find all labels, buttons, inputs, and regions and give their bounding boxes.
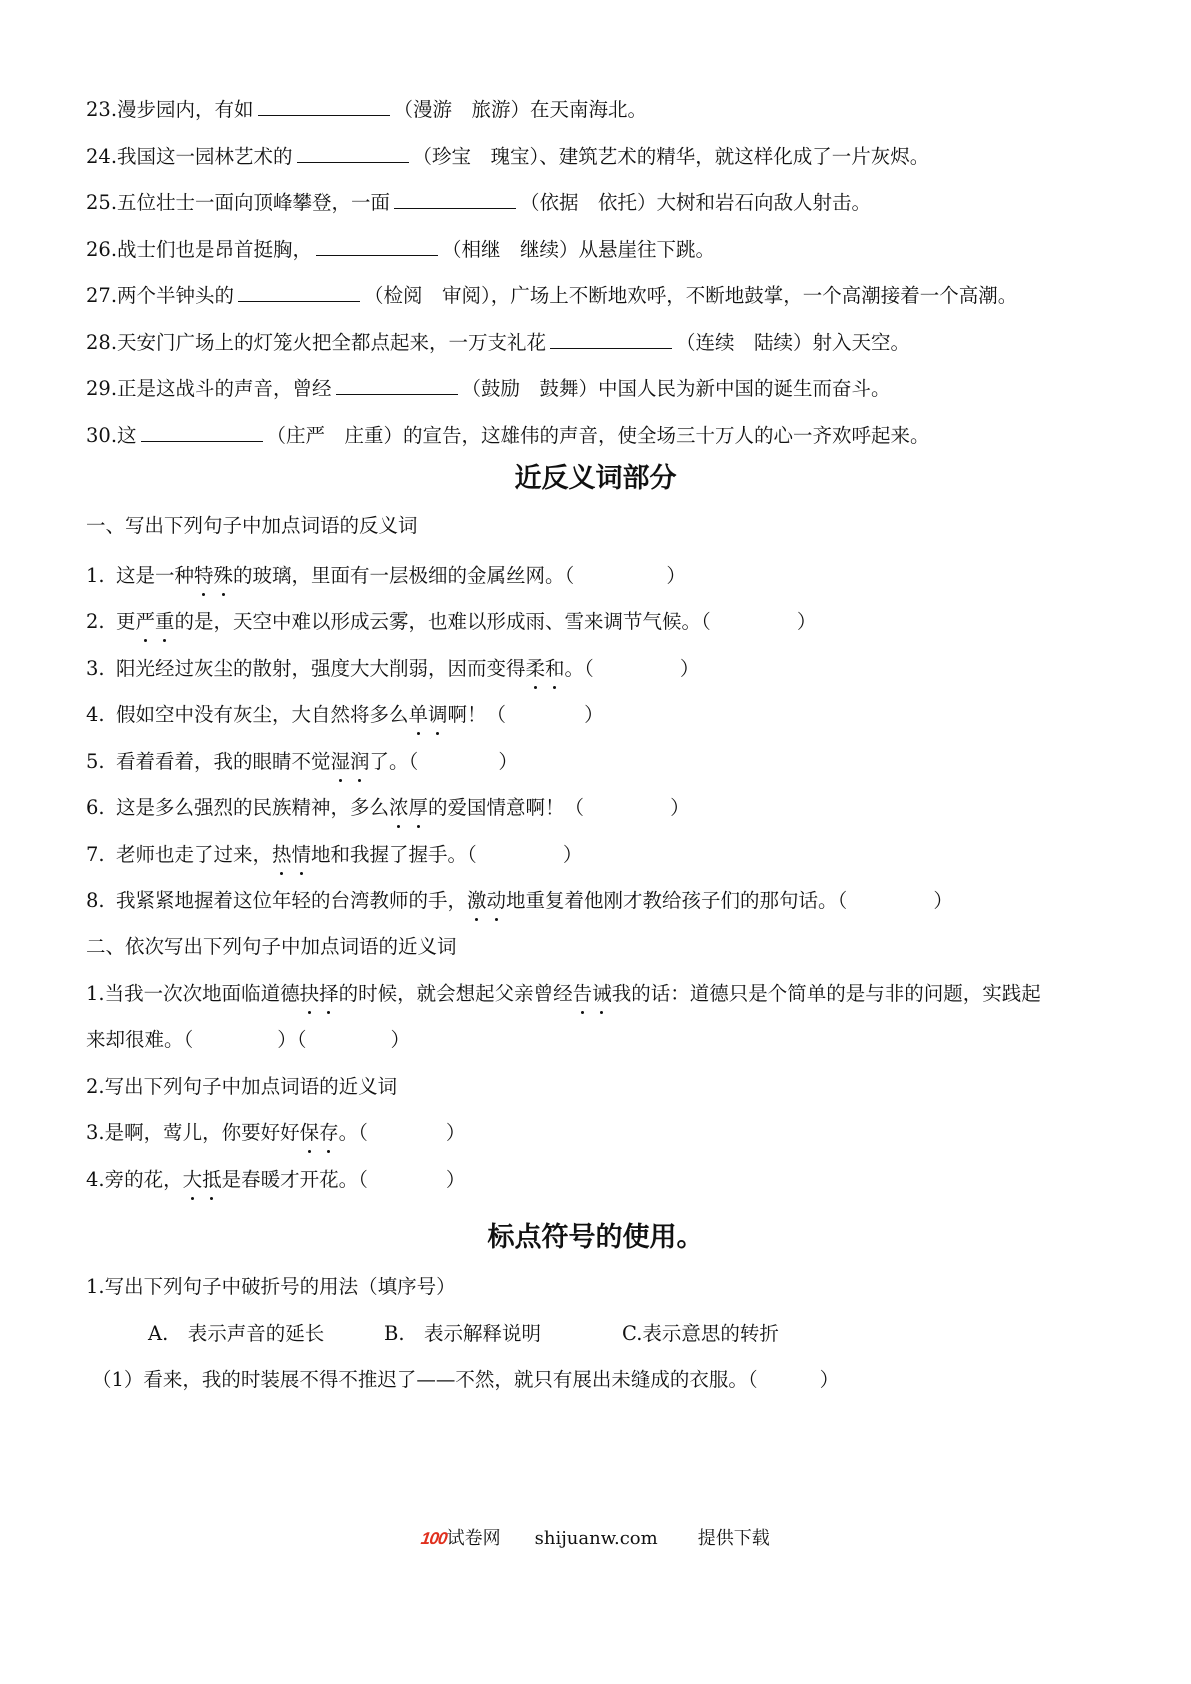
text: 1.当我一次次地面临道德 — [86, 982, 300, 1005]
answer-blank[interactable] — [238, 283, 360, 302]
question-text: 。（ — [564, 657, 594, 680]
emphasis-char: 抵 — [202, 1166, 222, 1194]
text: 是春暖才开花。（ — [221, 1168, 368, 1191]
text: 3.是啊，莺儿，你要好好 — [86, 1121, 300, 1144]
emphasis-char: 热 — [272, 841, 292, 869]
emphasis-char: 择 — [319, 980, 339, 1008]
antonym-item — [86, 794, 1131, 822]
word-options: （连续 陆续） — [676, 331, 813, 354]
emphasis-char: 特 — [194, 562, 214, 590]
dotted-word — [300, 1121, 339, 1144]
word-options: （鼓励 鼓舞） — [461, 377, 599, 400]
fill-in-item — [86, 329, 1131, 357]
question-text: ） — [562, 843, 583, 866]
word-options: （检阅 审阅） — [364, 284, 491, 307]
text: 我的话：道德只是个简单的是与非的问题，实践起 — [611, 982, 1041, 1005]
option-c: C.表示意思的转折 — [622, 1322, 779, 1345]
question-text: ） — [933, 889, 953, 912]
part1-heading: 一、写出下列句子中加点词语的反义词 — [86, 514, 418, 537]
section-title-synonyms-antonyms: 近反义词部分 — [514, 463, 677, 494]
word-options: （依据 依托） — [520, 191, 657, 214]
emphasis-char: 情 — [292, 841, 312, 869]
text: 4.旁的花， — [86, 1168, 183, 1191]
text: ） — [445, 1168, 466, 1191]
question-text: 25.五位壮士一面向顶峰攀登，一面 — [86, 191, 391, 214]
question-text: 更 — [116, 610, 136, 633]
answer-blank[interactable] — [394, 190, 516, 209]
word-options: （庄严 庄重） — [266, 424, 404, 447]
fill-in-item — [86, 96, 1131, 124]
emphasis-char: 浓 — [389, 794, 409, 822]
synonym-item-4 — [86, 1166, 1131, 1194]
text: 来却很难。（ — [86, 1028, 194, 1051]
dotted-word — [300, 982, 339, 1005]
question-text: 大树和岩石向敌人射击。 — [656, 191, 872, 214]
question-text: 30.这 — [86, 424, 137, 447]
item-number: 6. — [86, 796, 105, 819]
question-text: 从悬崖往下跳。 — [578, 238, 716, 261]
item-number: 3. — [86, 657, 105, 680]
synonym-item-1-answers — [86, 1026, 1131, 1054]
question-text: 中国人民为新中国的诞生而奋斗。 — [598, 377, 891, 400]
question-text: 的玻璃，里面有一层极细的金属丝网。（ — [233, 564, 575, 587]
question-text: 这是多么强烈的民族精神，多么 — [116, 796, 390, 819]
antonym-item — [86, 701, 1131, 729]
question-text: ） — [796, 610, 817, 633]
dotted-word — [331, 750, 370, 773]
option-b: B. 表示解释说明 — [384, 1322, 542, 1345]
punctuation-options — [148, 1320, 779, 1348]
question-text: 射入天空。 — [812, 331, 911, 354]
synonym-item-3 — [86, 1119, 1131, 1147]
antonym-item — [86, 562, 1131, 590]
emphasis-char: 和 — [545, 655, 565, 683]
text: 的时候，就会想起父亲曾经 — [338, 982, 573, 1005]
question-text: 26.战士们也是昂首挺胸， — [86, 238, 313, 261]
emphasis-char: 润 — [350, 748, 370, 776]
footer — [0, 1527, 1191, 1551]
dotted-word — [389, 796, 428, 819]
section-title-punctuation: 标点符号的使用。 — [487, 1222, 704, 1253]
answer-blank[interactable] — [336, 376, 458, 395]
question-text: 老师也走了过来， — [116, 843, 273, 866]
emphasis-char: 殊 — [214, 562, 234, 590]
dotted-word — [272, 843, 311, 866]
question-text: 24.我国这一园林艺术的 — [86, 145, 293, 168]
question-text: 的宣告，这雄伟的声音，使全场三十万人的心一齐欢呼起来。 — [403, 424, 930, 447]
question-text: 29.正是这战斗的声音，曾经 — [86, 377, 332, 400]
emphasis-char: 严 — [136, 608, 156, 636]
emphasis-char: 调 — [428, 701, 448, 729]
question-text: 啊！（ — [447, 703, 507, 726]
emphasis-char: 湿 — [331, 748, 351, 776]
text: ） — [445, 1121, 466, 1144]
word-options: （相继 继续） — [442, 238, 579, 261]
fill-in-item — [86, 236, 1131, 264]
answer-blank[interactable] — [297, 144, 409, 163]
emphasis-char: 柔 — [526, 655, 546, 683]
item-number: 7. — [86, 843, 105, 866]
emphasis-char: 告 — [573, 980, 593, 1008]
emphasis-char: 抉 — [300, 980, 320, 1008]
part2-heading: 二、依次写出下列句子中加点词语的近义词 — [86, 935, 457, 958]
text: 。（ — [338, 1121, 368, 1144]
emphasis-char: 激 — [467, 887, 487, 915]
antonym-item — [86, 841, 1131, 869]
text: （1）看来，我的时装展不得不推迟了——不然，就只有展出未缝成的衣服。（ — [92, 1368, 758, 1391]
question-text: 在天南海北。 — [530, 98, 648, 121]
question-text: ，广场上不断地欢呼，不断地鼓掌，一个高潮接着一个高潮。 — [490, 284, 1018, 307]
question-text: ） — [670, 796, 690, 819]
antonym-item — [86, 887, 1131, 915]
download-note: 提供下载 — [697, 1528, 770, 1549]
item-number: 2. — [86, 610, 105, 633]
emphasis-char: 单 — [409, 701, 429, 729]
emphasis-char: 重 — [155, 608, 175, 636]
question-text: 看着看着，我的眼睛不觉 — [116, 750, 331, 773]
dotted-word — [183, 1168, 222, 1191]
question-text: 假如空中没有灰尘，大自然将多么 — [116, 703, 409, 726]
item-number: 8. — [86, 889, 105, 912]
option-a: A. 表示声音的延长 — [148, 1322, 325, 1345]
word-options: （珍宝 瑰宝） — [412, 145, 540, 168]
answer-blank[interactable] — [316, 237, 438, 256]
emphasis-char: 保 — [300, 1119, 320, 1147]
fill-in-item — [86, 282, 1131, 310]
text: ） — [819, 1368, 840, 1391]
question-text: ） — [679, 657, 700, 680]
question-text: 28.天安门广场上的灯笼火把全都点起来，一万支礼花 — [86, 331, 547, 354]
antonym-item — [86, 608, 1131, 636]
answer-blank[interactable] — [141, 423, 263, 442]
text: ）（ — [277, 1028, 307, 1051]
question-text: ） — [498, 750, 518, 773]
word-options: （漫游 旅游） — [393, 98, 531, 121]
dotted-word — [526, 657, 565, 680]
emphasis-char: 存 — [319, 1119, 339, 1147]
fill-in-item — [86, 189, 1131, 217]
punctuation-question: 1.写出下列句子中破折号的用法（填序号） — [86, 1275, 456, 1298]
item-number: 1. — [86, 564, 105, 587]
question-text: 这是一种 — [116, 564, 195, 587]
site-name-cn: 试卷网 — [446, 1528, 501, 1549]
question-text: 的爱国情意啊！（ — [428, 796, 585, 819]
synonym-item-2: 2.写出下列句子中加点词语的近义词 — [86, 1075, 398, 1098]
fill-in-item — [86, 422, 1131, 450]
answer-blank[interactable] — [258, 97, 390, 116]
dotted-word — [573, 982, 612, 1005]
emphasis-char: 动 — [487, 887, 507, 915]
emphasis-char: 大 — [183, 1166, 203, 1194]
dotted-word — [136, 610, 175, 633]
question-text: 、建筑艺术的精华，就这样化成了一片灰烬。 — [539, 145, 930, 168]
fill-in-item — [86, 143, 1131, 171]
item-number: 5. — [86, 750, 105, 773]
question-text: ） — [584, 703, 604, 726]
dotted-word — [409, 703, 448, 726]
antonym-item — [86, 655, 1131, 683]
emphasis-char: 诫 — [592, 980, 612, 1008]
question-text: ） — [666, 564, 686, 587]
antonym-item — [86, 748, 1131, 776]
dotted-word — [467, 889, 506, 912]
question-text: 了。（ — [369, 750, 419, 773]
answer-blank[interactable] — [550, 330, 672, 349]
question-text: 我紧紧地握着这位年轻的台湾教师的手， — [116, 889, 468, 912]
fill-in-item — [86, 375, 1131, 403]
question-text: 的是，天空中难以形成云雾，也难以形成雨、雪来调节气候。（ — [174, 610, 711, 633]
question-text: 27.两个半钟头的 — [86, 284, 235, 307]
site-url[interactable]: shijuanw.com — [534, 1528, 658, 1549]
dotted-word — [194, 564, 233, 587]
site-logo: 100 — [420, 1529, 449, 1548]
synonym-item-1 — [86, 980, 1131, 1008]
punctuation-item-1 — [92, 1366, 1131, 1394]
question-text: 23.漫步园内，有如 — [86, 98, 254, 121]
question-text: 地和我握了握手。（ — [311, 843, 477, 866]
text: ） — [390, 1028, 411, 1051]
item-number: 4. — [86, 703, 105, 726]
question-text: 地重复着他刚才教给孩子们的那句话。（ — [506, 889, 848, 912]
emphasis-char: 厚 — [409, 794, 429, 822]
question-text: 阳光经过灰尘的散射，强度大大削弱，因而变得 — [116, 657, 526, 680]
